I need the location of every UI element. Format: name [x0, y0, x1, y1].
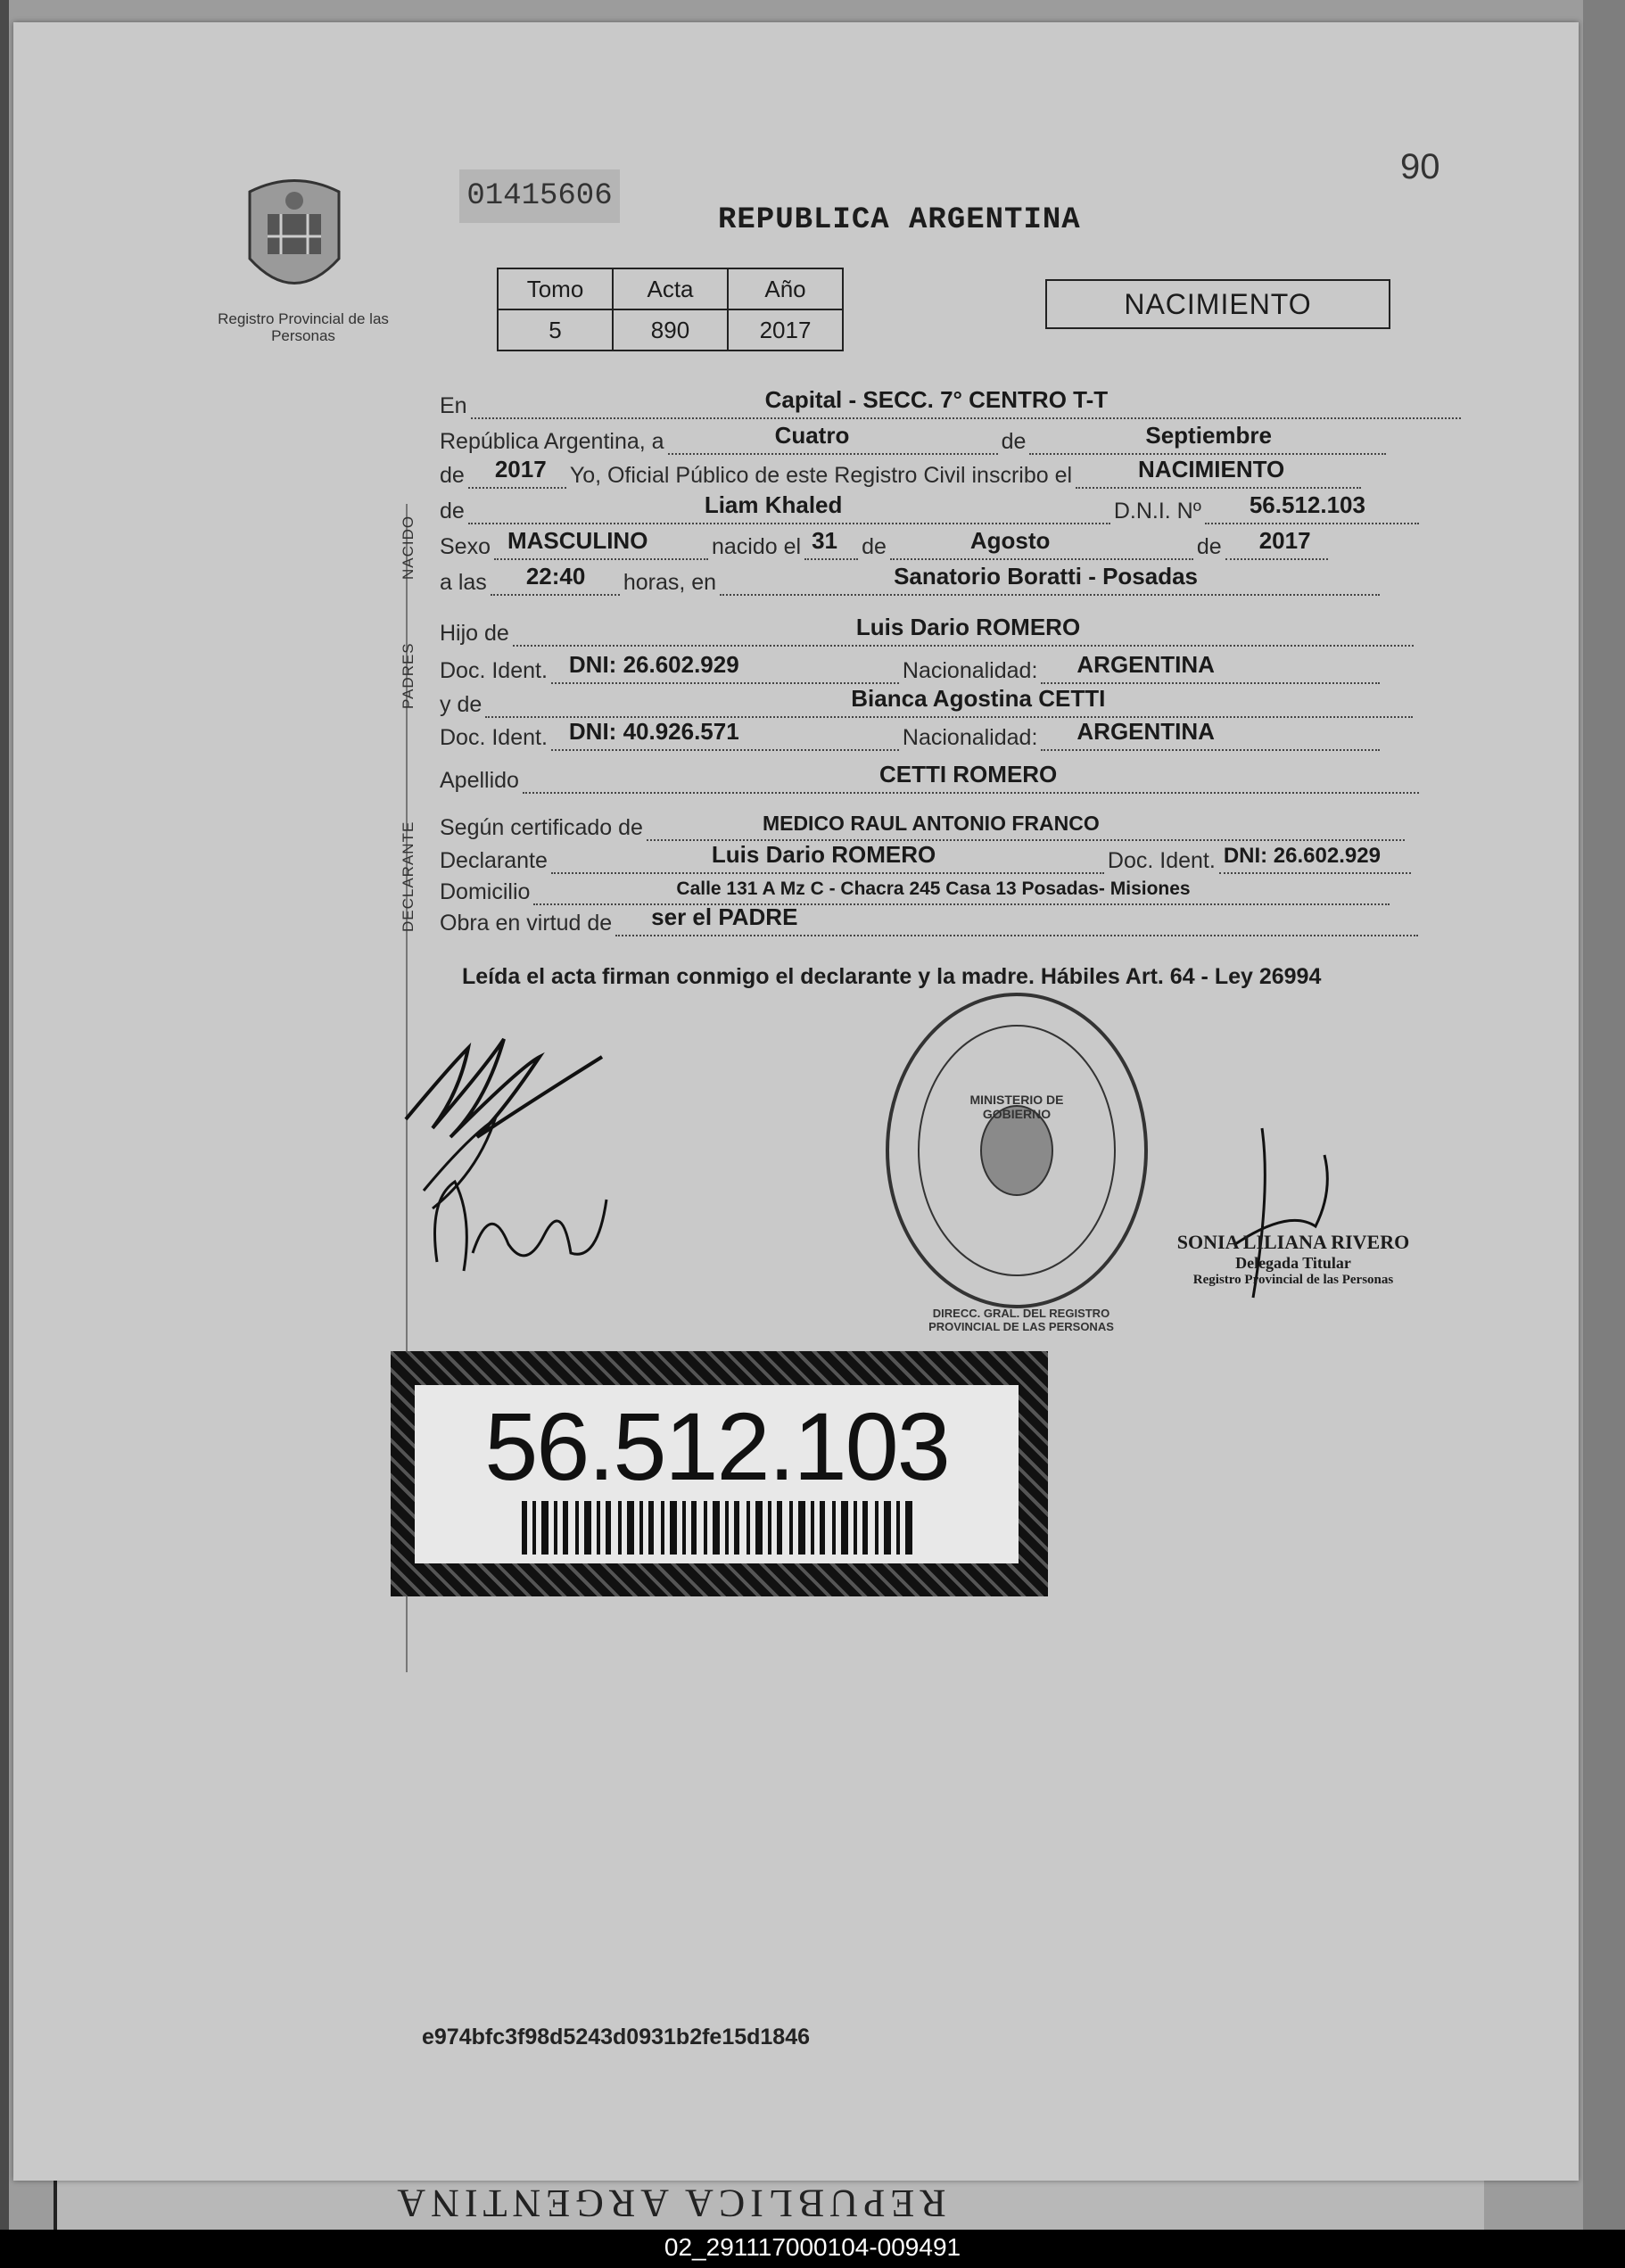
value-dia: Cuatro — [774, 422, 850, 449]
value-decl-doc: DNI: 26.602.929 — [1223, 844, 1381, 868]
header-acta: Acta — [613, 268, 728, 309]
document-hash: e974bfc3f98d5243d0931b2fe15d1846 — [422, 2025, 811, 2049]
value-nac-mes: Agosto — [969, 527, 1051, 554]
row-anio — [440, 453, 1365, 489]
officer-stamp — [1146, 1231, 1440, 1288]
serial-stamp: 01415606 — [459, 169, 620, 223]
official-seal-icon — [878, 986, 1155, 1315]
row-obra — [440, 901, 1422, 936]
value-lugar: Sanatorio Boratti - Posadas — [894, 563, 1199, 590]
value-obra: ser el PADRE — [651, 903, 798, 930]
upside-down-title: REPUBLICA ARGENTINA — [392, 2181, 946, 2225]
label-de4: de — [862, 534, 887, 559]
row-madre — [440, 682, 1416, 718]
label-nacido: nacido el — [711, 534, 802, 559]
label-nac1: Nacionalidad: — [902, 658, 1038, 683]
value-nac2: ARGENTINA — [1076, 718, 1215, 745]
label-hijo: Hijo de — [440, 621, 509, 646]
record-type-box: NACIMIENTO — [1045, 279, 1390, 329]
record-table — [497, 268, 844, 351]
label-doc2: Doc. Ident. — [440, 725, 548, 750]
row-doc-madre — [440, 715, 1383, 751]
row-nombre — [440, 489, 1423, 524]
coat-of-arms-icon — [232, 174, 357, 308]
label-de5: de — [1196, 534, 1222, 559]
label-obra: Obra en virtud de — [440, 911, 613, 936]
value-domicilio: Calle 131 A Mz C - Chacra 245 Casa 13 Posadas- Misiones — [676, 878, 1191, 899]
label-doc1: Doc. Ident. — [440, 658, 548, 683]
value-hora: 22:40 — [525, 563, 586, 590]
value-dni: 56.512.103 — [1249, 491, 1365, 518]
value-tomo: 5 — [498, 309, 613, 351]
row-declarante — [440, 838, 1415, 874]
header-tomo: Tomo — [498, 268, 613, 309]
value-en: Capital - SECC. 7° CENTRO T-T — [764, 386, 1109, 413]
section-label-nacido: NACIDO — [400, 515, 417, 580]
value-acta: 890 — [613, 309, 728, 351]
value-doc1: DNI: 26.602.929 — [568, 651, 739, 678]
signature-officer-icon — [1208, 1119, 1342, 1324]
label-dni: D.N.I. Nº — [1113, 499, 1201, 524]
section-label-padres: PADRES — [400, 642, 417, 709]
label-alas: a las — [440, 570, 487, 595]
section-label-declarante: DECLARANTE — [400, 821, 417, 932]
barcode-number: 56.512.103 — [484, 1392, 949, 1500]
value-madre: Bianca Agostina CETTI — [851, 685, 1106, 712]
label-sexo: Sexo — [440, 534, 491, 559]
value-doc2: DNI: 40.926.571 — [568, 718, 739, 745]
seal-outer-text: DIRECC. GRAL. DEL REGISTRO PROVINCIAL DE LAS PERSONAS — [928, 1307, 1114, 1333]
label-horas: horas, en — [623, 570, 717, 595]
label-de2: de — [440, 463, 465, 488]
signature-madre-icon — [419, 1146, 615, 1289]
birth-certificate-sheet — [13, 22, 1579, 2181]
text-oficial: Yo, Oficial Público de este Registro Civil inscribo el — [569, 463, 1073, 488]
label-en: En — [440, 393, 467, 418]
value-certificado: MEDICO RAUL ANTONIO FRANCO — [762, 812, 1100, 835]
value-mes: Septiembre — [1145, 422, 1272, 449]
label-yde: y de — [440, 692, 483, 717]
value-nac-anio: 2017 — [1258, 527, 1311, 554]
row-certificado — [440, 805, 1408, 841]
row-apellido — [440, 758, 1423, 794]
value-nac1: ARGENTINA — [1076, 651, 1215, 678]
value-nac-dia: 31 — [812, 527, 837, 554]
closing-text: Leída el acta firman conmigo el declarante y la madre. Hábiles Art. 64 - Ley 26994 — [462, 964, 1322, 989]
row-fecha — [440, 419, 1390, 455]
value-declarante: Luis Dario ROMERO — [711, 841, 936, 868]
row-sexo — [440, 524, 1332, 560]
seal-inner-text: MINISTERIO DE GOBIERNO — [969, 1093, 1064, 1121]
value-padre: Luis Dario ROMERO — [855, 614, 1081, 640]
row-padre — [440, 611, 1417, 647]
page-edge — [1583, 0, 1625, 2230]
scan-id: 02_291117000104-009491 — [664, 2233, 961, 2261]
row-doc-padre — [440, 648, 1383, 684]
barcode-label — [391, 1351, 1048, 1596]
label-de3: de — [440, 499, 465, 524]
value-apellido: CETTI ROMERO — [878, 761, 1058, 788]
document-title: REPUBLICA ARGENTINA — [718, 203, 1081, 237]
label-nac2: Nacionalidad: — [902, 725, 1038, 750]
label-de: de — [1001, 429, 1027, 454]
label-certificado: Según certificado de — [440, 815, 643, 840]
label-apellido: Apellido — [440, 768, 519, 793]
value-sexo: MASCULINO — [507, 527, 648, 554]
label-declarante: Declarante — [440, 848, 548, 873]
barcode-panel — [415, 1385, 1019, 1563]
officer-name: SONIA LILIANA RIVERO — [1176, 1231, 1410, 1253]
page-number: 90 — [1400, 147, 1440, 186]
header-anio: Año — [728, 268, 843, 309]
value-nombre: Liam Khaled — [704, 491, 843, 518]
label-domicilio: Domicilio — [440, 879, 531, 904]
row-en — [440, 383, 1464, 419]
label-decl-doc: Doc. Ident. — [1107, 848, 1216, 873]
value-anio: 2017 — [494, 456, 547, 482]
value-inscribe: NACIMIENTO — [1138, 456, 1285, 482]
row-hora — [440, 560, 1383, 596]
barcode-icon — [522, 1501, 914, 1555]
officer-role: Delegada Titular — [1235, 1254, 1351, 1272]
row-domicilio — [440, 870, 1393, 905]
value-anio: 2017 — [728, 309, 843, 351]
registry-label: Registro Provincial de las Personas — [218, 310, 389, 344]
officer-org: Registro Provincial de las Personas — [1192, 1273, 1394, 1287]
label-republica: República Argentina, a — [440, 429, 664, 454]
